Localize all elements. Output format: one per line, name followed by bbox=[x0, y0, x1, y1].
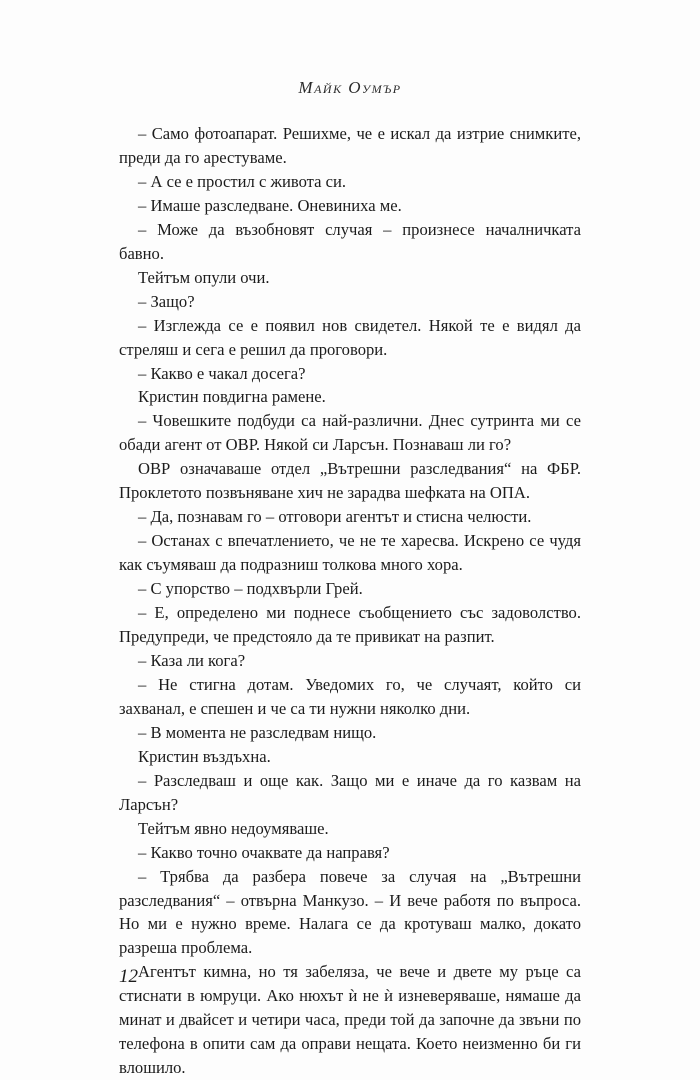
paragraph: – Защо? bbox=[138, 291, 195, 311]
paragraph: Кристин въздъхна. bbox=[138, 746, 271, 766]
paragraph: Тейтъм опули очи. bbox=[138, 267, 270, 287]
paragraph: Тейтъм явно недоумяваше. bbox=[138, 818, 329, 838]
paragraph: – Човешките подбуди са най-различни. Днес сутринта ми се обади агент от ОВР. Някой си Ларсън. Познаваш ли го? bbox=[119, 411, 581, 455]
paragraph: – Разследваш и още как. Защо ми е иначе да го казвам на Ларсън? bbox=[119, 770, 581, 814]
page-number: 12 bbox=[119, 966, 138, 987]
paragraph: – Може да възобновят случая – произнесе началничката бавно. bbox=[119, 219, 581, 263]
paragraph: – Останах с впечатлението, че не те харесва. Искрено се чудя как съумяваш да подразниш толкова много хора. bbox=[119, 531, 581, 575]
body-text bbox=[119, 122, 581, 1080]
paragraph: – Е, определено ми поднесе съобщението със задоволство. Предупреди, че предстояло да те привикат на разпит. bbox=[119, 603, 581, 647]
paragraph: – Трябва да разбера повече за случая на „Вътрешни разследвания“ – отвърна Манкузо. – И вече работя по въпроса. Но ми е нужно време. Налага се да кротуваш малко, докато разреша проблема. bbox=[119, 866, 581, 958]
paragraph: Кристин повдигна рамене. bbox=[138, 387, 326, 407]
paragraph: – Имаше разследване. Оневиниха ме. bbox=[138, 195, 402, 215]
paragraph: – Не стигна дотам. Уведомих го, че случаят, който си захванал, е спешен и че са ти нужни няколко дни. bbox=[119, 674, 581, 718]
running-header-author: Майк Оумър bbox=[298, 78, 402, 97]
paragraph: – А се е простил с живота си. bbox=[138, 171, 347, 191]
paragraph: – Изглежда се е появил нов свидетел. Някой те е видял да стреляш и сега е решил да проговори. bbox=[119, 315, 581, 359]
paragraph: – Какво е чакал досега? bbox=[138, 363, 306, 383]
paragraph: – Само фотоапарат. Решихме, че е искал да изтрие снимките, преди да го арестуваме. bbox=[119, 124, 581, 167]
paragraph: – В момента не разследвам нищо. bbox=[138, 722, 377, 742]
paragraph: Агентът кимна, но тя забеляза, че вече и двете му ръце са стиснати в юмруци. Ако нюхът ѝ не ѝ изневеряваше, нямаше да минат и двайсет и четири часа, преди той да започне да звъни по телефона в опити сам да оправи нещата. Което неизменно би ги влошило. bbox=[119, 962, 581, 1078]
paragraph: ОВР означаваше отдел „Вътрешни разследвания“ на ФБР. Проклетото позвъняване хич не зарадва шефката на ОПА. bbox=[119, 459, 581, 503]
paragraph: – Каза ли кога? bbox=[138, 650, 246, 670]
paragraph: – Да, познавам го – отговори агентът и стисна челюсти. bbox=[138, 507, 532, 527]
paragraph: – Какво точно очаквате да направя? bbox=[138, 842, 390, 862]
paragraph: – С упорство – подхвърли Грей. bbox=[138, 579, 363, 599]
